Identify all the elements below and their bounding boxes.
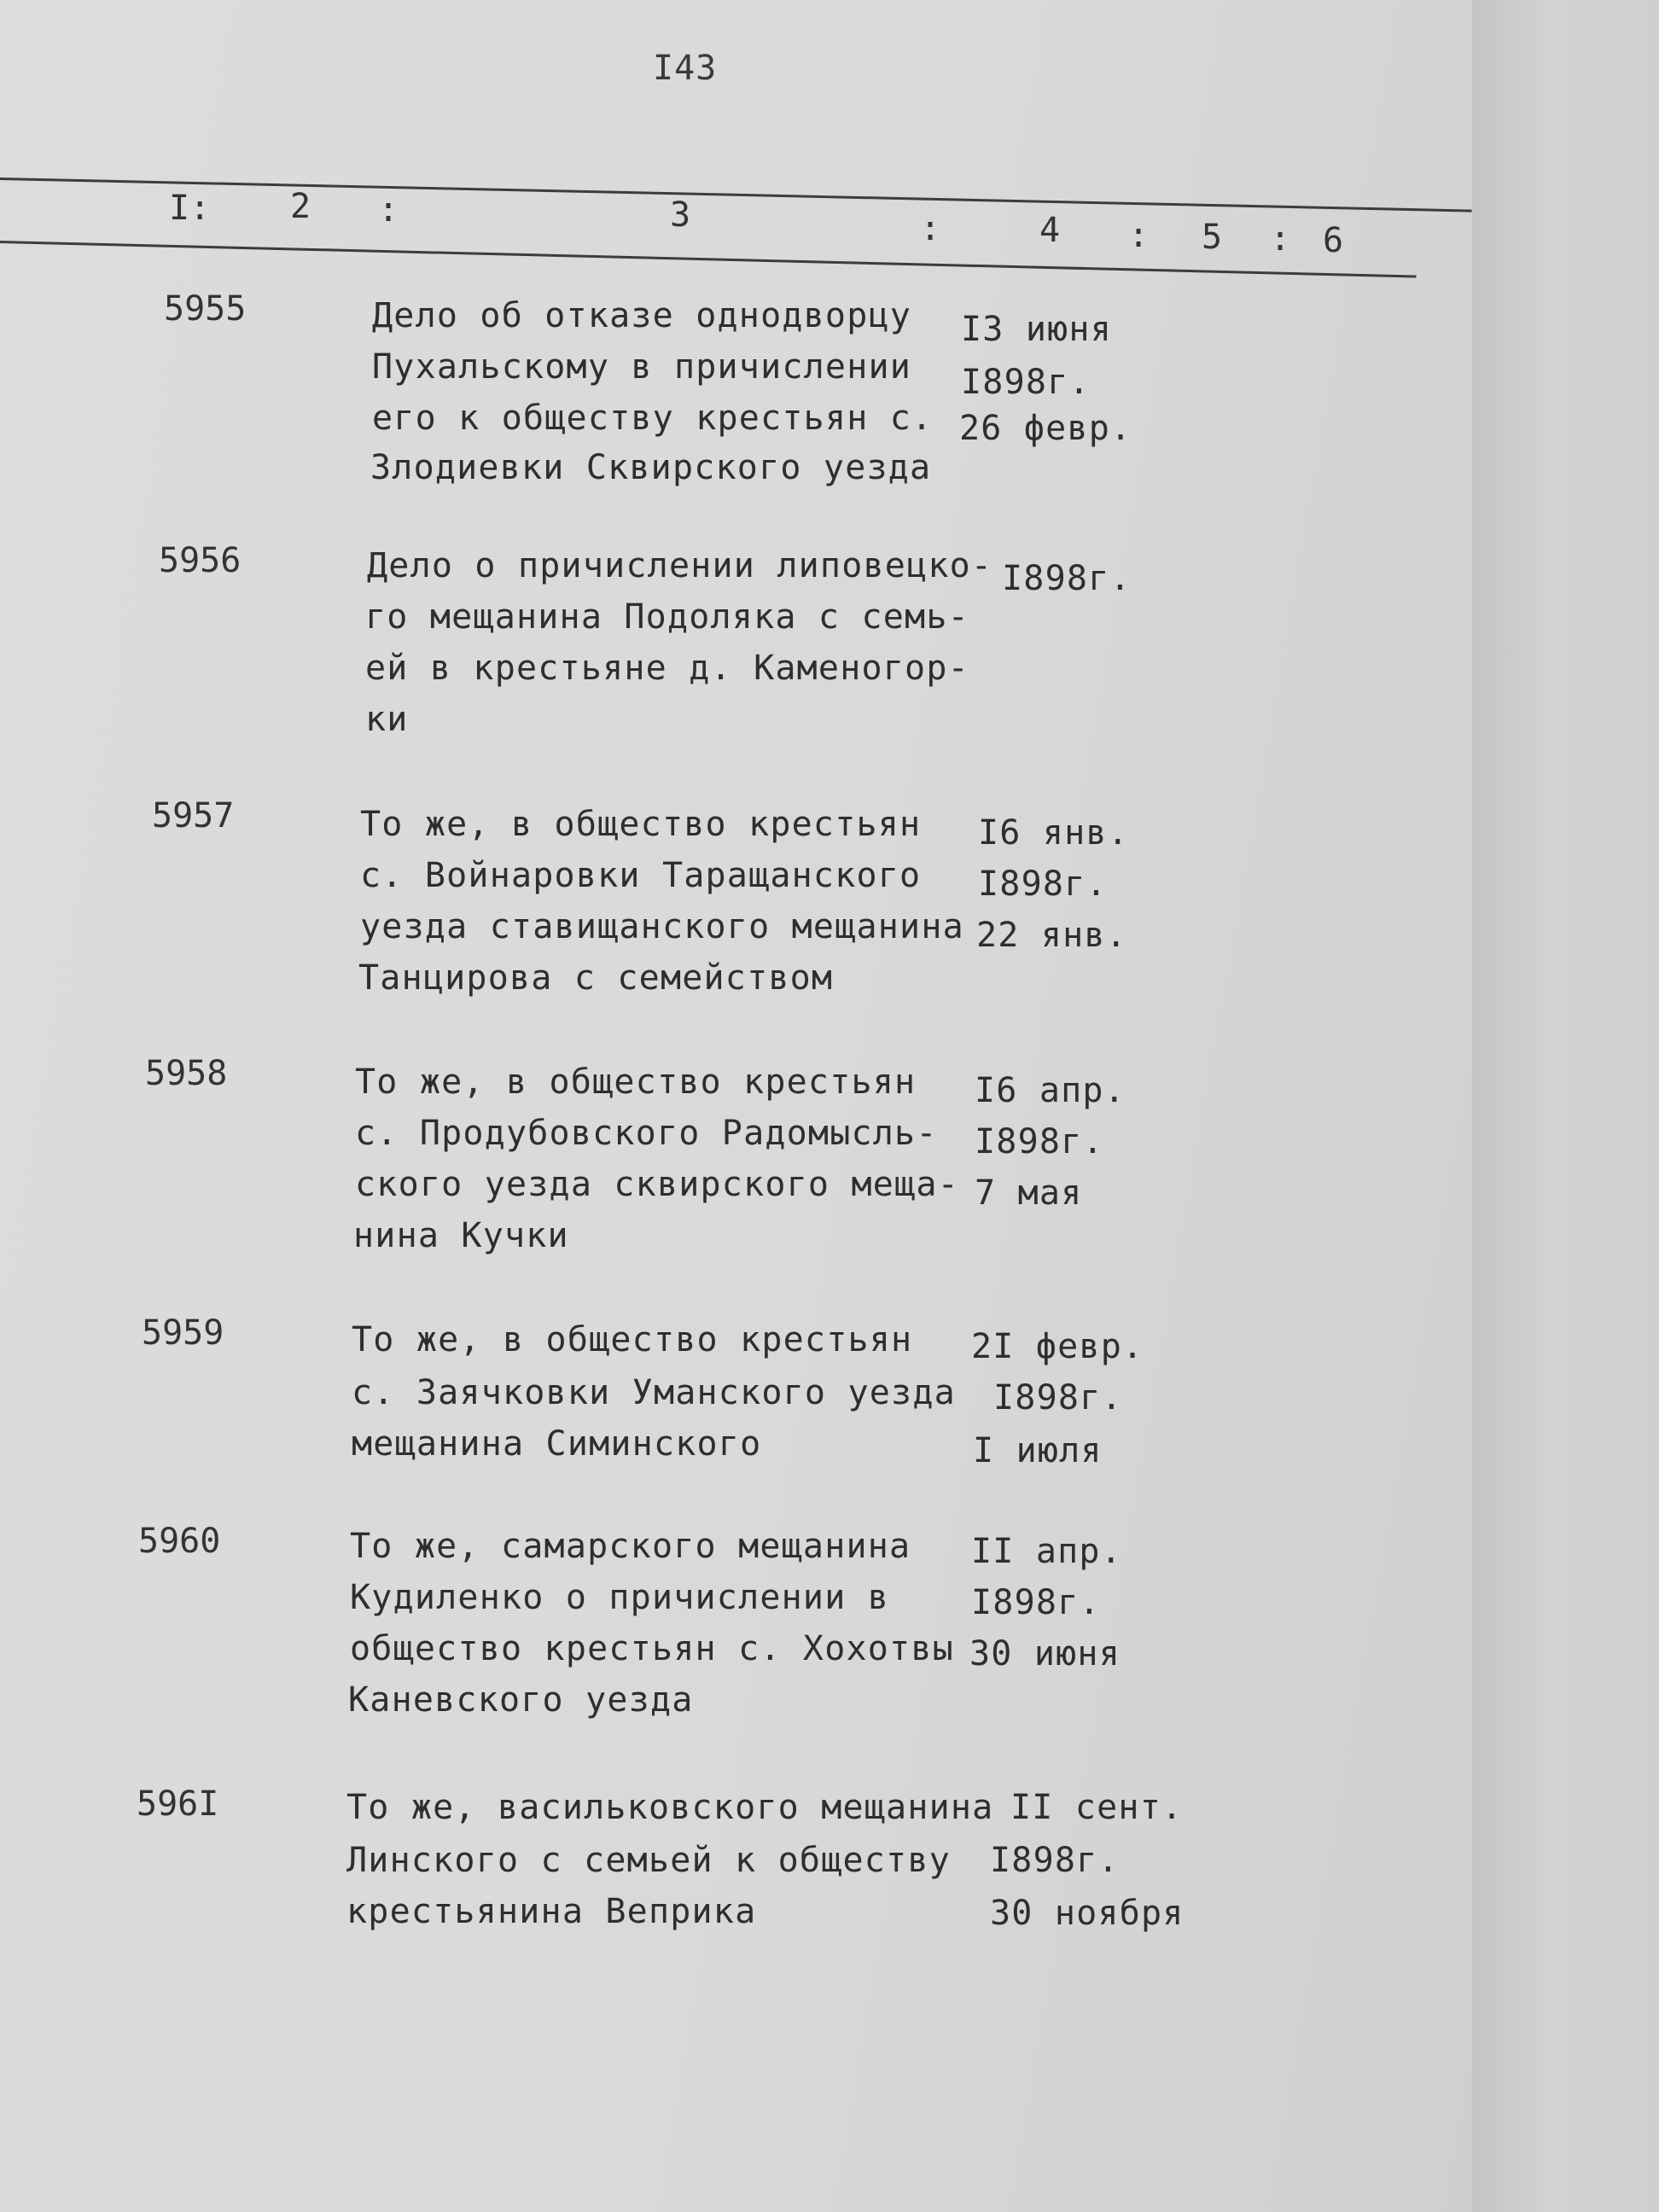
entry-description-line: Линского с семьей к обществу	[346, 1841, 951, 1880]
entry-date-line: I898г.	[978, 864, 1108, 904]
header-separator-1: :	[378, 190, 399, 230]
entry-date-line: I898г.	[1002, 559, 1132, 598]
entry-description-line: ского уезда сквирского меща-	[355, 1165, 959, 1204]
entry-description-line: мещанина Симинского	[352, 1424, 762, 1464]
entry-description-line: с. Продубовского Радомысль-	[355, 1114, 938, 1153]
entry-date-line: I898г.	[961, 363, 1091, 402]
entry-description-line: Кудиленко о причислении в	[350, 1578, 890, 1617]
entry-description-line: То же, самарского мещанина	[350, 1527, 911, 1566]
header-separator-2: :	[920, 209, 941, 248]
entry-date-line: I898г.	[993, 1378, 1123, 1417]
entry-date-line: II апр.	[971, 1532, 1122, 1571]
entry-description-line: крестьянина Веприка	[346, 1892, 757, 1931]
entry-date-line: I898г.	[971, 1583, 1101, 1622]
entry-number-5957: 5957	[152, 796, 235, 835]
header-top-rule	[0, 178, 1472, 212]
entry-description-line: с. Заячковки Уманского уезда	[352, 1373, 956, 1412]
entry-date-line: 7 мая	[975, 1173, 1083, 1213]
header-col-5: 5	[1202, 218, 1223, 257]
entry-description-line: Пухальскому в причислении	[372, 347, 912, 387]
header-col-4: 4	[1039, 211, 1061, 250]
entry-description-line: уезда ставищанского мещанина	[360, 907, 964, 946]
entry-date-line: 22 янв.	[976, 916, 1127, 955]
header-separator-3: :	[1128, 216, 1150, 255]
entry-date-line: II сент.	[1010, 1788, 1184, 1827]
header-separator-4: :	[1270, 219, 1291, 259]
page-number: I43	[653, 49, 718, 88]
background-margin	[1472, 0, 1659, 2212]
entry-date-line: 30 ноября	[990, 1894, 1185, 1933]
entry-description-line: его к обществу крестьян с.	[372, 399, 934, 438]
header-col-2: 2	[290, 187, 311, 226]
entry-description-line: с. Войнаровки Таращанского	[360, 856, 922, 895]
entry-description-line: Дело о причислении липовецко-	[367, 546, 993, 585]
entry-number-5960: 5960	[138, 1522, 221, 1561]
entry-description-line: Танцирова с семейством	[358, 958, 834, 998]
entry-description-line: Злодиевки Сквирского уезда	[370, 448, 932, 487]
entry-number-5958: 5958	[145, 1054, 228, 1093]
entry-number-5959: 5959	[142, 1313, 224, 1353]
header-col-1: I:	[169, 189, 211, 228]
entry-date-line: 2I февр.	[971, 1327, 1144, 1366]
entry-date-line: I3 июня	[961, 310, 1112, 349]
entry-date-line: 30 июня	[969, 1634, 1121, 1674]
header-col-6: 6	[1323, 221, 1344, 260]
entry-description-line: То же, васильковского мещанина	[346, 1788, 994, 1827]
entry-description-line: ей в крестьяне д. Каменогор-	[365, 649, 969, 688]
entry-description-line: го мещанина Подоляка с семь-	[365, 597, 969, 637]
entry-date-line: I898г.	[990, 1841, 1120, 1880]
entry-date-line: I6 янв.	[978, 813, 1129, 853]
entry-description-line: Каневского уезда	[348, 1680, 694, 1720]
entry-date-line: I6 апр.	[975, 1071, 1126, 1110]
entry-description-line: общество крестьян с. Хохотвы	[350, 1629, 954, 1668]
entry-date-line: I июля	[973, 1431, 1103, 1470]
entry-date-line: 26 февр.	[959, 409, 1132, 448]
entry-description-line: нина Кучки	[353, 1216, 569, 1255]
entry-description-line: То же, в общество крестьян	[352, 1320, 913, 1359]
entry-description-line: Дело об отказе однодворцу	[372, 296, 912, 335]
header-col-3: 3	[670, 195, 691, 235]
entry-number-5961: 596I	[137, 1784, 219, 1824]
entry-description-line: То же, в общество крестьян	[360, 805, 922, 844]
entry-number-5955: 5955	[164, 289, 247, 329]
entry-number-5956: 5956	[159, 541, 242, 580]
entry-date-line: I898г.	[975, 1122, 1104, 1161]
entry-description-line: ки	[365, 700, 409, 739]
entry-description-line: То же, в общество крестьян	[355, 1062, 917, 1102]
